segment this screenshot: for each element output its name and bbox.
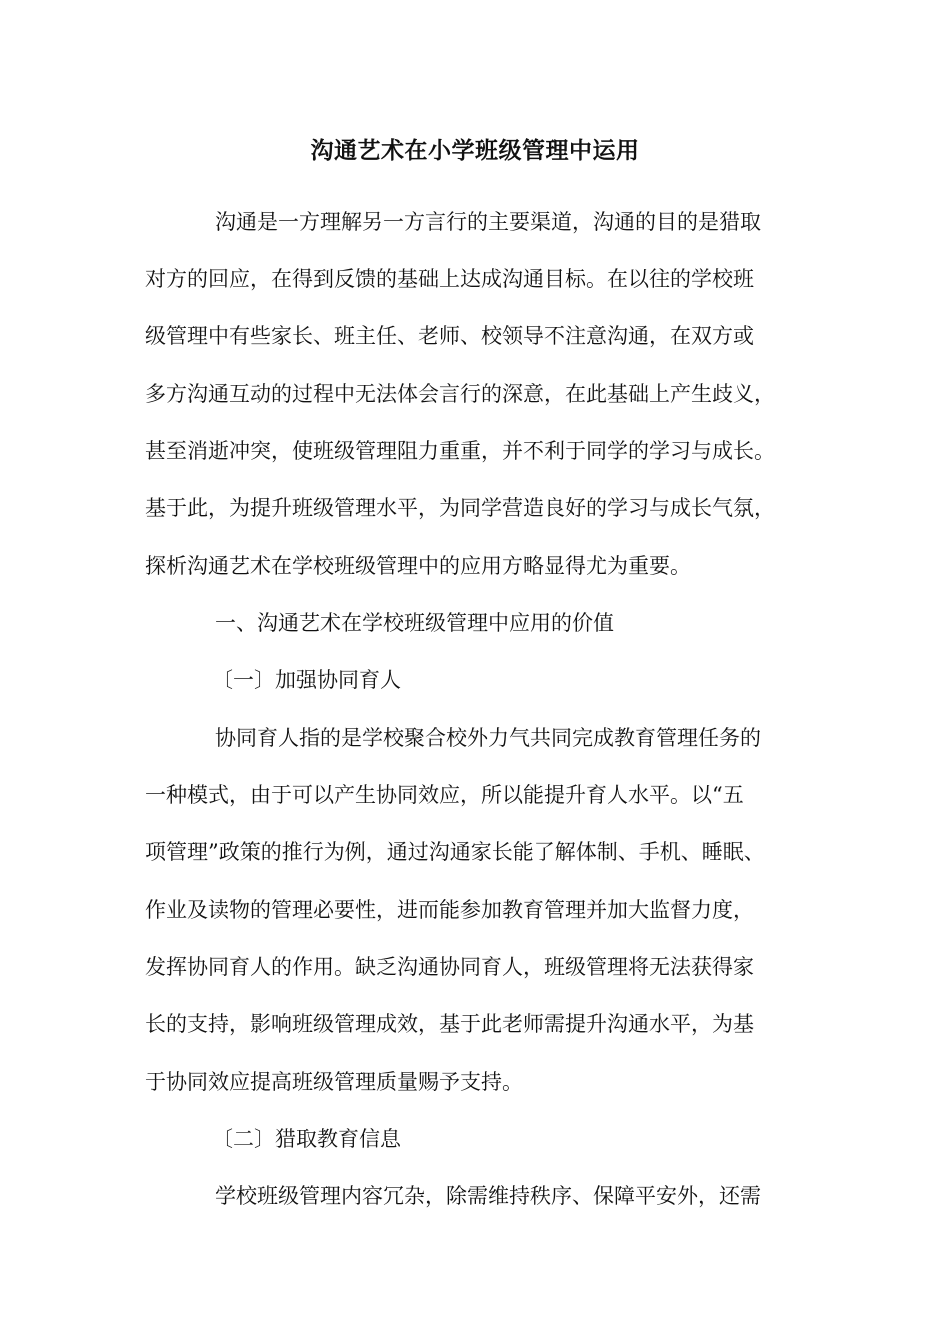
- paragraph-line: 探析沟通艺术在学校班级管理中的应用方略显得尤为重要。: [145, 554, 691, 578]
- subsection-heading: 〔一〕加强协同育人: [212, 668, 401, 692]
- paragraph-line: 一种模式，由于可以产生协同效应，所以能提升育人水平。以“五: [145, 783, 744, 807]
- paragraph-line: 对方的回应，在得到反馈的基础上达成沟通目标。在以往的学校班: [145, 267, 754, 291]
- paragraph-line: 多方沟通互动的过程中无法体会言行的深意，在此基础上产生歧义，: [145, 382, 775, 406]
- paragraph-line: 协同育人指的是学校聚合校外力气共同完成教育管理任务的: [215, 726, 761, 750]
- paragraph-line: 学校班级管理内容冗杂，除需维持秩序、保障平安外，还需: [215, 1184, 761, 1208]
- paragraph-line: 基于此，为提升班级管理水平，为同学营造良好的学习与成长气氛，: [145, 496, 775, 520]
- section-heading: 一、沟通艺术在学校班级管理中应用的价值: [215, 611, 614, 635]
- paragraph-line: 作业及读物的管理必要性，进而能参加教育管理并加大监督力度，: [145, 898, 754, 922]
- paragraph-line: 沟通是一方理解另一方言行的主要渠道，沟通的目的是猎取: [215, 210, 761, 234]
- paragraph-line: 甚至消逝冲突，使班级管理阻力重重，并不利于同学的学习与成长。: [145, 439, 775, 463]
- paragraph-line: 发挥协同育人的作用。缺乏沟通协同育人，班级管理将无法获得家: [145, 955, 754, 979]
- paragraph-line: 长的支持，影响班级管理成效，基于此老师需提升沟通水平，为基: [145, 1012, 754, 1036]
- paragraph-line: 级管理中有些家长、班主任、老师、校领导不注意沟通，在双方或: [145, 324, 754, 348]
- paragraph-line: 于协同效应提高班级管理质量赐予支持。: [145, 1070, 523, 1094]
- paragraph-line: 项管理”政策的推行为例，通过沟通家长能了解体制、手机、睡眠、: [145, 840, 765, 864]
- subsection-heading: 〔二〕猎取教育信息: [212, 1127, 401, 1151]
- document-title: 沟通艺术在小学班级管理中运用: [310, 137, 640, 164]
